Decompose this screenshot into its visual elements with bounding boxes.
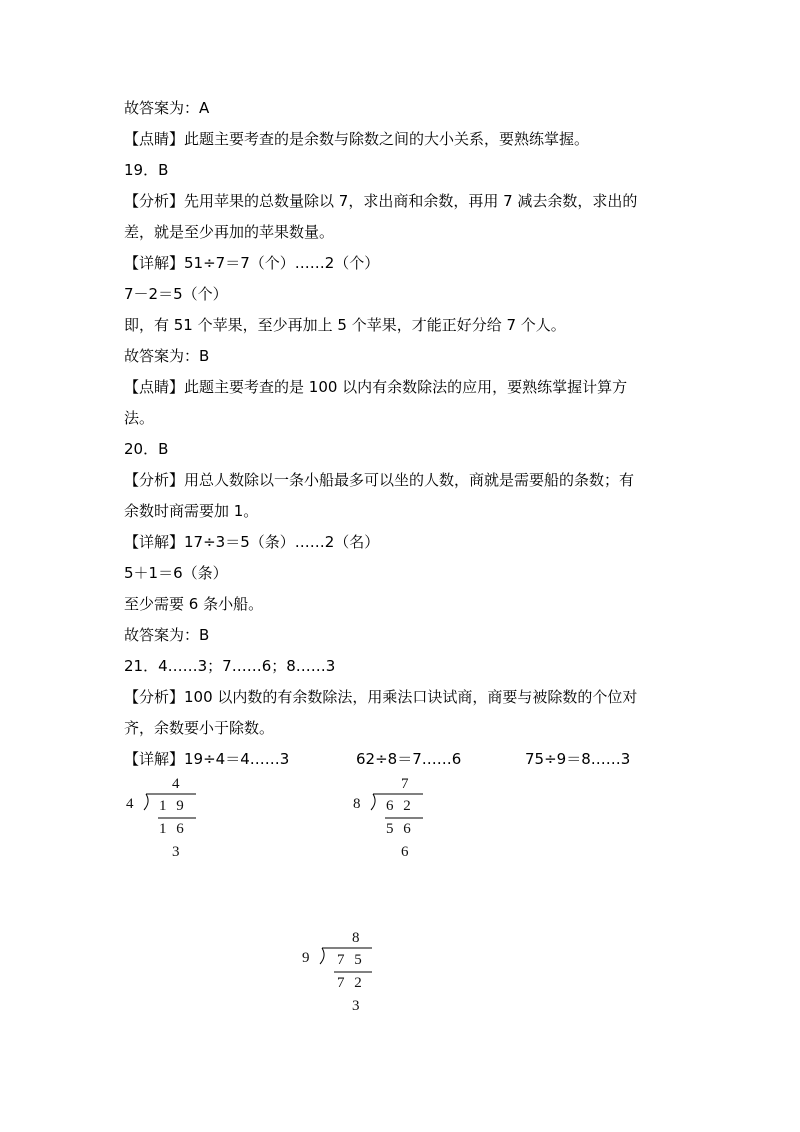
detail-line: 5＋1＝6（条） — [124, 564, 228, 582]
comment-line: 【点睛】此题主要考查的是 100 以内有余数除法的应用，要熟练掌握计算方 — [124, 378, 628, 396]
analysis-line: 余数时商需要加 1。 — [124, 502, 259, 520]
dividend: 1 9 — [159, 798, 187, 814]
detail-line: 【详解】51÷7＝7（个）……2（个） — [124, 254, 380, 272]
dividend: 7 5 — [337, 952, 365, 968]
analysis-line: 【分析】先用苹果的总数量除以 7，求出商和余数，再用 7 减去余数，求出的 — [124, 192, 638, 210]
question-number: 19．B — [124, 161, 169, 179]
equation: 62÷8＝7……6 — [356, 750, 462, 768]
long-division — [124, 776, 204, 866]
answer-line: 故答案为：B — [124, 626, 210, 644]
long-division — [300, 930, 380, 1020]
product: 5 6 — [386, 821, 414, 837]
analysis-line: 【分析】用总人数除以一条小船最多可以坐的人数，商就是需要船的条数；有 — [124, 471, 635, 489]
equation: 75÷9＝8……3 — [525, 750, 631, 768]
divisor: 4 — [126, 796, 137, 812]
answer-line: 故答案为：B — [124, 347, 210, 365]
question-number: 20．B — [124, 440, 169, 458]
analysis-line: 差，就是至少再加的苹果数量。 — [124, 223, 335, 241]
quotient: 7 — [401, 776, 412, 792]
remainder: 3 — [352, 998, 363, 1014]
detail-line: 即，有 51 个苹果，至少再加上 5 个苹果，才能正好分给 7 个人。 — [124, 316, 566, 334]
analysis-line: 齐，余数要小于除数。 — [124, 719, 275, 737]
remainder: 3 — [172, 844, 183, 860]
product: 7 2 — [337, 975, 365, 991]
product: 1 6 — [159, 821, 187, 837]
quotient: 8 — [352, 930, 363, 946]
dividend: 6 2 — [386, 798, 414, 814]
detail-line: 【详解】17÷3＝5（条）……2（名） — [124, 533, 380, 551]
divisor: 9 — [302, 950, 313, 966]
analysis-line: 【分析】100 以内数的有余数除法，用乘法口诀试商，商要与被除数的个位对 — [124, 688, 638, 706]
comment-line: 法。 — [124, 409, 155, 427]
divisor: 8 — [353, 796, 364, 812]
long-division — [351, 776, 431, 866]
answer-line: 故答案为：A — [124, 99, 210, 117]
question-number: 21．4……3；7……6；8……3 — [124, 657, 336, 675]
detail-line: 至少需要 6 条小船。 — [124, 595, 264, 613]
detail-line: 7－2＝5（个） — [124, 285, 228, 303]
detail-line: 【详解】19÷4＝4……3 — [124, 750, 290, 768]
quotient: 4 — [172, 776, 183, 792]
comment-line: 【点睛】此题主要考查的是余数与除数之间的大小关系，要熟练掌握。 — [124, 130, 590, 148]
remainder: 6 — [401, 844, 412, 860]
